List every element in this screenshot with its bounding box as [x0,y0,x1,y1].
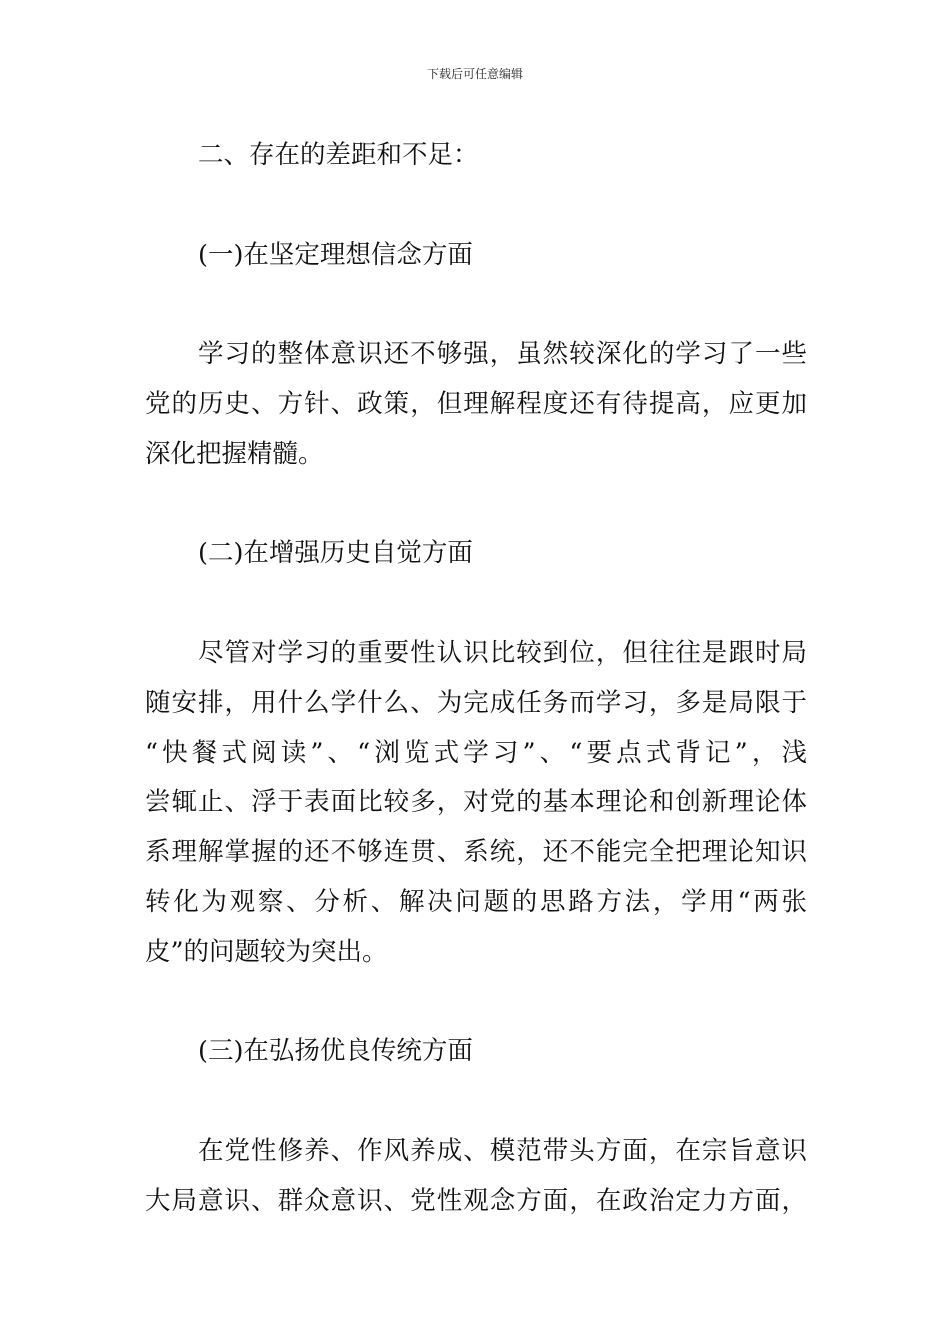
text-line: 尝辄止、浮于表面比较多，对党的基本理论和创新理论体 [145,787,807,818]
text-line: 随安排，用什么学什么、为完成任务而学习，多是局限于 [145,687,807,718]
text-line: “快餐式阅读”、“浏览式学习”、“要点式背记”，浅 [145,737,807,768]
subsection-heading-2: (二)在增强历史自觉方面 [198,538,473,569]
paragraph-gap [145,978,807,1028]
paragraph-gap [145,1077,807,1127]
text-line: 转化为观察、分析、解决问题的思路方法，学用“两张 [145,886,807,917]
text-line: 尽管对学习的重要性认识比较到位，但往往是跟时局 [198,637,807,668]
text-line: 在党性修养、作风养成、模范带头方面，在宗旨意识 [198,1135,807,1166]
section-heading: 二、存在的差距和不足： [198,140,479,170]
paragraph-1 [145,330,807,479]
text-line: 皮”的问题较为突出。 [145,936,388,967]
text-line: 系理解掌握的还不够连贯、系统，还不能完全把理论知识 [145,837,807,868]
text-line: 党的历史、方针、政策，但理解程度还有待提高，应更加 [145,388,807,419]
text-line: 大局意识、群众意识、党性观念方面，在政治定力方面， [145,1185,807,1216]
subsection-heading-3: (三)在弘扬优良传统方面 [198,1036,473,1067]
subsection-heading-1: (一)在坚定理想信念方面 [198,239,473,270]
paragraph-gap [145,181,807,231]
document-body [145,131,807,1227]
text-line: 深化把握精髓。 [145,438,324,469]
paragraph-gap [145,579,807,629]
text-line: 学习的整体意识还不够强，虽然较深化的学习了一些 [198,339,807,370]
paragraph-gap [145,280,807,330]
paragraph-gap [145,480,807,530]
paragraph-2 [145,629,807,978]
paragraph-3 [145,1127,807,1227]
page-header: 下载后可任意编辑 [426,67,523,81]
